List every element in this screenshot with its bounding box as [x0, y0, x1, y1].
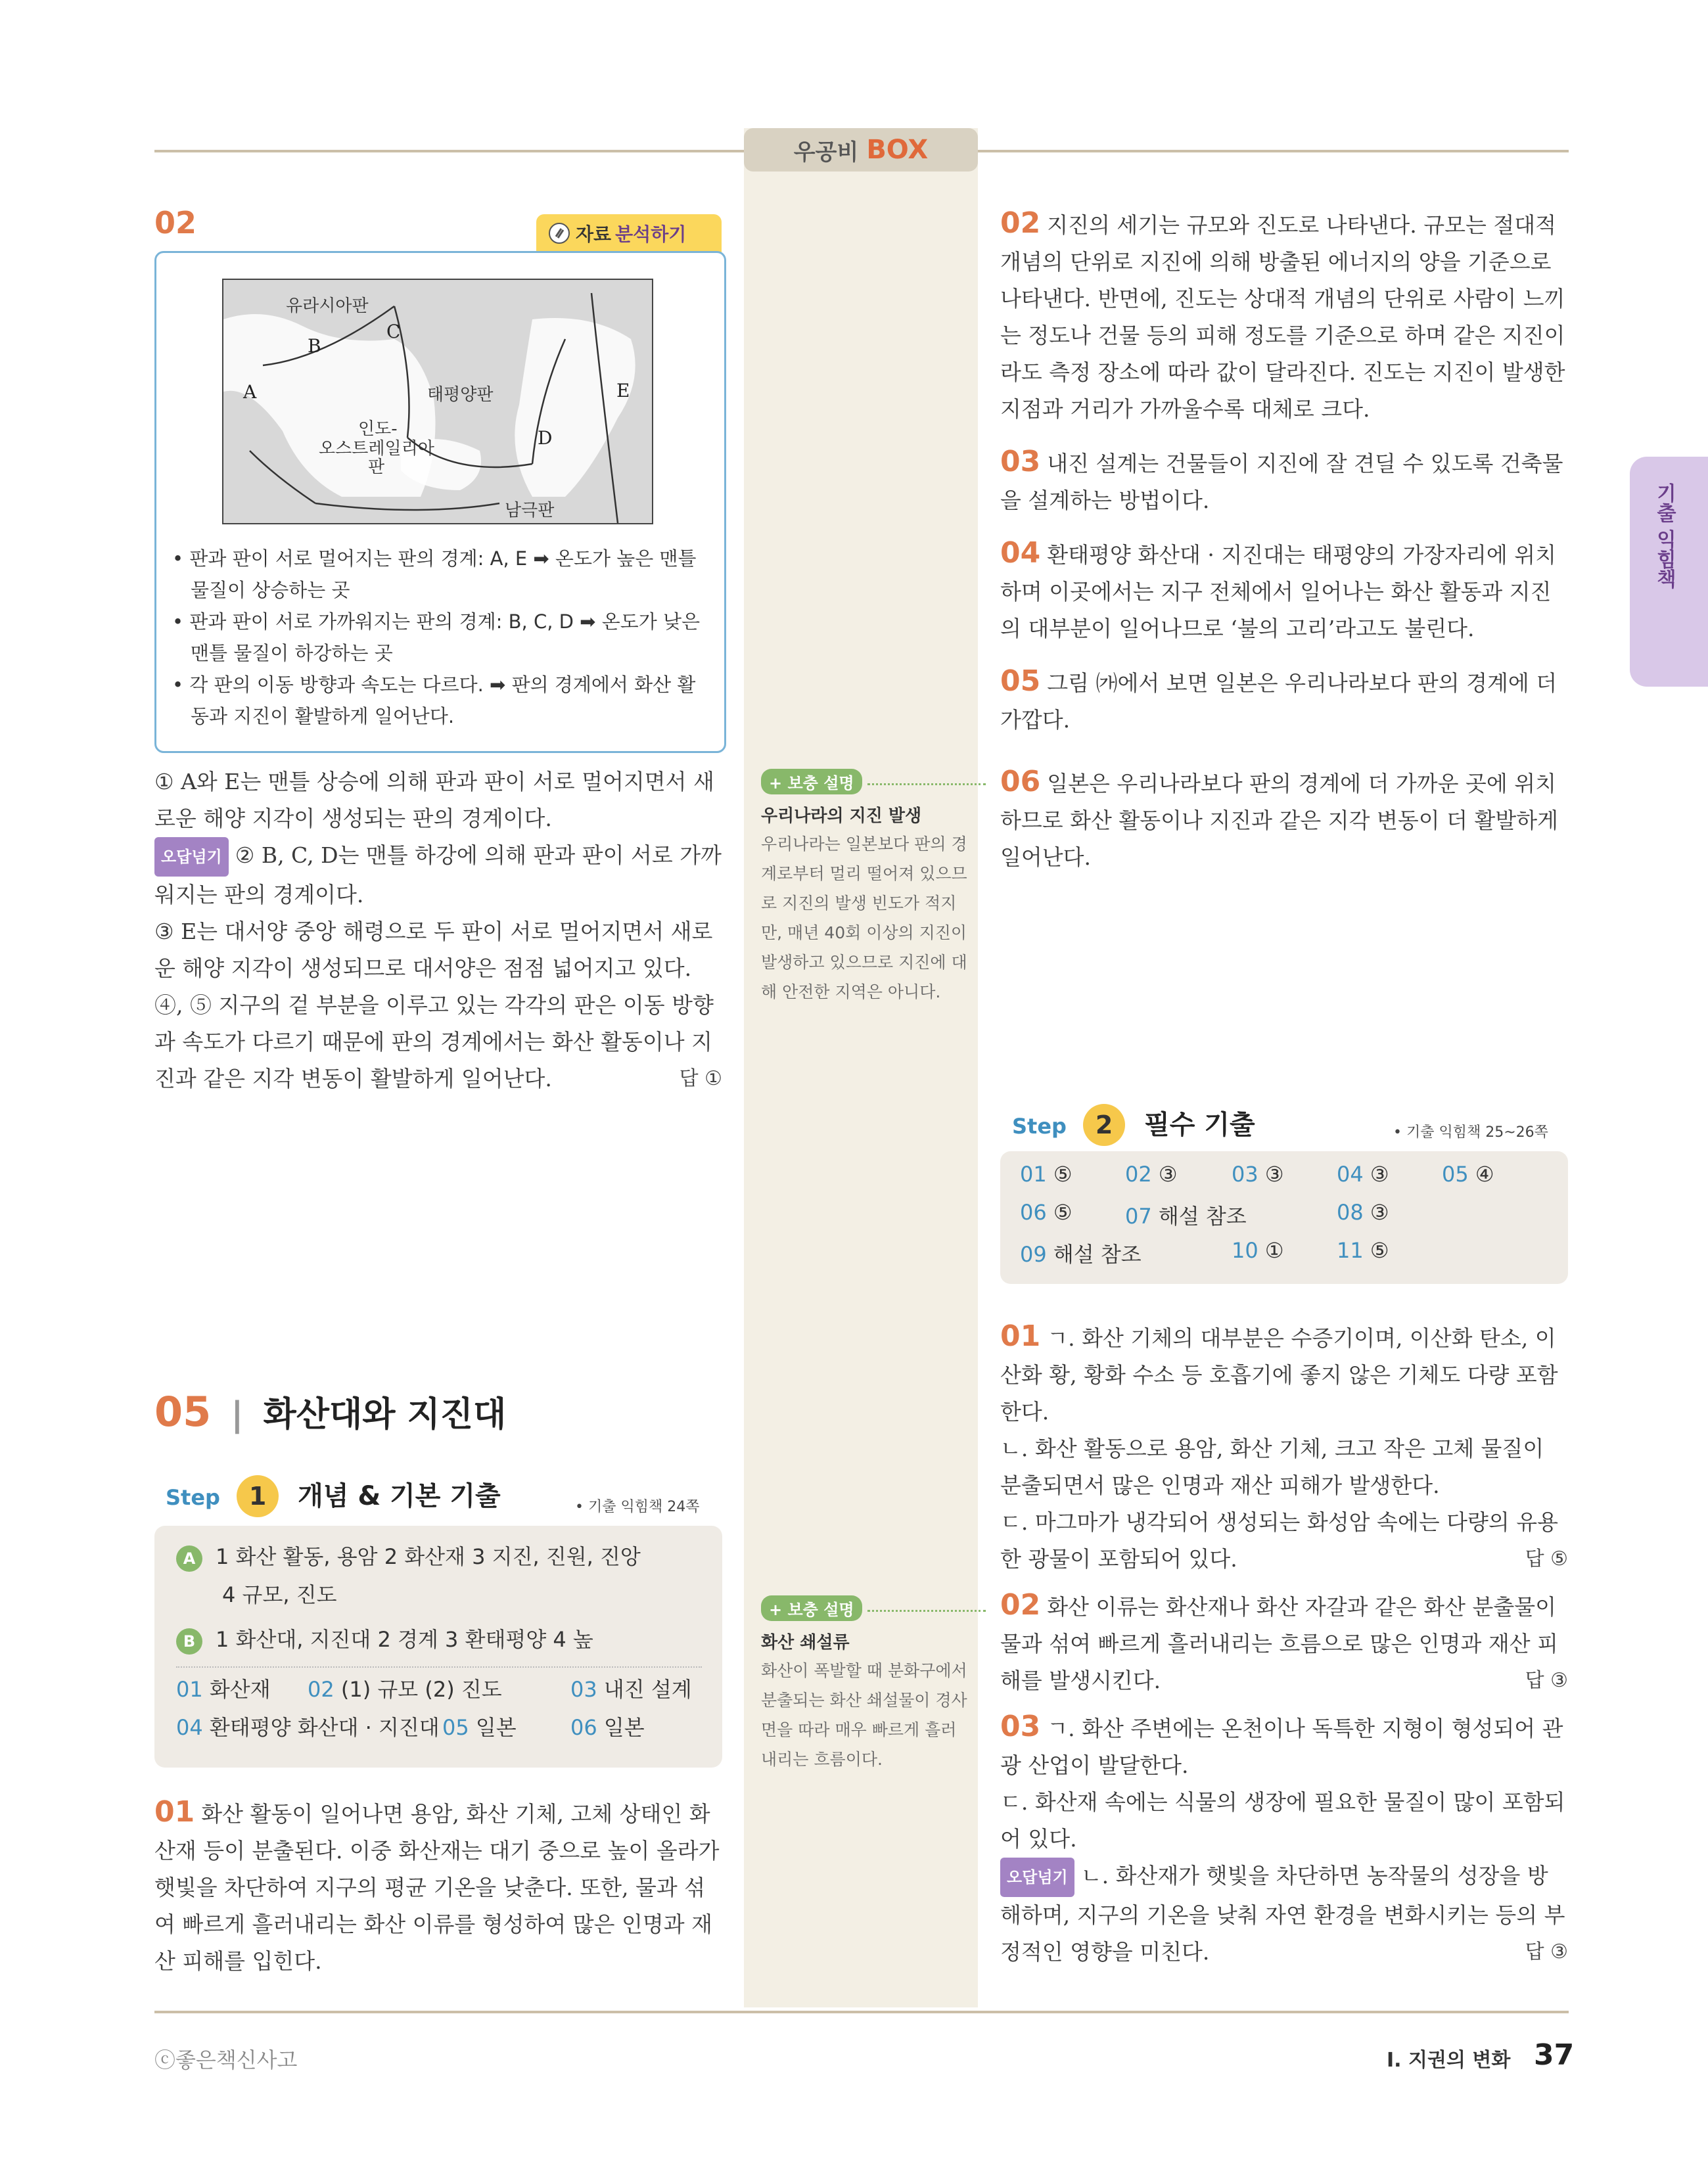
map-label-plate: 판: [368, 457, 385, 477]
answer-num: 03: [570, 1677, 597, 1702]
question-number: 03: [1000, 445, 1041, 478]
note-title: 화산 쇄설류: [761, 1633, 850, 1653]
bullet-item: • 각 판의 이동 방향과 속도는 다르다. ➡ 판의 경계에서 화산 활동과 지진이 활발하게 일어난다.: [172, 674, 696, 727]
answer-mark: 답 ①: [679, 1067, 722, 1090]
answer-num: 02: [308, 1677, 335, 1702]
box-word: BOX: [866, 135, 929, 165]
answer-num: 05: [1442, 1162, 1469, 1187]
step1-content: [176, 1538, 702, 1747]
section-name: 화산대와 지진대: [263, 1395, 507, 1434]
map-label-eurasia: 유라시아판: [286, 296, 369, 316]
explanation-line: ㄱ. 화산 기체의 대부분은 수증기이며, 이산화 탄소, 이산화 황, 황화 수소 등 호흡기에 좋지 않은 기체도 다량 포함한다.: [1000, 1325, 1558, 1425]
answer-text: ③: [1264, 1162, 1284, 1187]
side-tab-label: 기출 익힘책: [1653, 483, 1676, 589]
explanation-line: ㄴ. 화산재가 햇빛을 차단하면 농작물의 성장을 방해하며, 지구의 기온을 낮춰 자연 환경을 변화시키는 등의 부정적인 영향을 미친다.: [1000, 1863, 1565, 1965]
map-point-a: A: [243, 381, 257, 403]
bottom-rule: [154, 2011, 1569, 2013]
explanation-line: ② B, C, D는 맨틀 하강에 의해 판과 판이 서로 가까워지는 판의 경계이다.: [154, 842, 722, 907]
note-box-1: [761, 769, 971, 1007]
step1-a-line: 1 화산 활동, 용암 2 화산재 3 지진, 진원, 진앙: [216, 1544, 641, 1569]
step-title: 개념 & 기본 기출: [298, 1481, 501, 1511]
map-bullets: [172, 543, 704, 732]
map-label-indo: 인도-: [358, 419, 398, 439]
wrong-answer-tag: 오답넘기: [1000, 1858, 1074, 1897]
answer-mark: 답 ⑤: [1525, 1547, 1568, 1570]
paperclip-icon: [548, 222, 570, 244]
step-label: Step: [166, 1485, 220, 1510]
question-number: 02: [1000, 1588, 1041, 1622]
answer-text: ⑤: [1053, 1162, 1073, 1187]
answer-text: 해설 참조: [1053, 1242, 1142, 1267]
chapter-label: Ⅰ. 지권의 변화: [1387, 2049, 1511, 2072]
answer-text: ③: [1158, 1162, 1178, 1187]
jaryo-label: 자료: [576, 223, 612, 245]
answer-text: ⑤: [1053, 1200, 1073, 1225]
answer-mark: 답 ③: [1525, 1669, 1568, 1692]
page-number: 37: [1534, 2038, 1575, 2072]
note-body: 우리나라는 일본보다 판의 경계로부터 멀리 떨어져 있으므로 지진의 발생 빈도가 적지만, 매년 40회 이상의 지진이 발생하고 있으므로 지진에 대해 안전한 지역은 아니다.: [761, 835, 967, 1001]
answer-num: 08: [1337, 1200, 1364, 1225]
map-point-e: E: [616, 380, 630, 401]
explanation-line: ㄴ. 화산 활동으로 용암, 화산 기체, 크고 작은 고체 물질이 분출되면서 많은 인명과 재산 피해가 발생한다.: [1000, 1436, 1544, 1498]
explanation-line: 내진 설계는 건물들이 지진에 잘 견딜 수 있도록 건축물을 설계하는 방법이다.: [1000, 451, 1563, 513]
step-number: 1: [237, 1475, 279, 1517]
map-label-pacific: 태평양판: [427, 385, 494, 405]
step-label: Step: [1012, 1114, 1067, 1139]
note-connector: [867, 783, 986, 785]
map-label-antarctic: 남극판: [505, 501, 555, 520]
answer-num: 01: [1020, 1162, 1047, 1187]
note-badge: + 보충 설명: [761, 769, 862, 794]
answer-num: 07: [1125, 1204, 1152, 1229]
explanation-line: ① A와 E는 맨틀 상승에 의해 판과 판이 서로 멀어지면서 새로운 해양 지각이 생성되는 판의 경계이다.: [154, 769, 714, 831]
explanation-line: ④, ⑤ 지구의 겉 부분을 이루고 있는 각각의 판은 이동 방향과 속도가 다르기 때문에 판의 경계에서는 화산 활동이나 지진과 같은 지각 변동이 활발하게 일어난다.: [154, 992, 714, 1091]
answer-num: 09: [1020, 1242, 1047, 1267]
step1-b-line: 1 화산대, 지진대 2 경계 3 환태평양 4 높: [216, 1627, 593, 1652]
section-title: 05 | 화산대와 지진대: [154, 1388, 507, 1436]
question-number: 03: [1000, 1710, 1041, 1743]
explanation-line: ③ E는 대서양 중앙 해령으로 두 판이 서로 멀어지면서 새로운 해양 지각이 생성되므로 대서양은 점점 넓어지고 있다.: [154, 919, 713, 981]
answer-num: 01: [176, 1677, 203, 1702]
answer-num: 10: [1232, 1238, 1258, 1263]
question-number: 01: [154, 1795, 195, 1829]
note-connector: [867, 1610, 986, 1612]
question-number: 04: [1000, 536, 1041, 570]
step-number: 2: [1083, 1104, 1125, 1146]
answer-text: 일본: [475, 1715, 517, 1740]
section-number: 05: [154, 1388, 212, 1436]
answer-num: 02: [1125, 1162, 1152, 1187]
explanation-line: 화산 활동이 일어나면 용암, 화산 기체, 고체 상태인 화산재 등이 분출된다. 이중 화산재는 대기 중으로 높이 올라가 햇빛을 차단하여 지구의 평균 기온을 낮춘다. 또한, 물과 섞여 빠르게 흘러내리는 화산 이류를 형성하여 많은 인명과 재산 피해를 입힌다.: [154, 1801, 720, 1974]
explanation-line: 지진의 세기는 규모와 진도로 나타낸다. 규모는 절대적 개념의 단위로 지진에 의해 방출된 에너지의 양을 기준으로 나타낸다. 반면에, 진도는 상대적 개념의 단위로 사람이 느끼는 정도나 건물 등의 피해 정도를 기준으로 하며 같은 지진이라도 측정 장소에 따라 값이 달라진다. 진도는 지진이 발생한 지점과 거리가 가까울수록 대체로 크다.: [1000, 212, 1565, 422]
explanation-01: [154, 1794, 722, 1980]
right-explanation-06: [1000, 764, 1568, 876]
answer-num: 05: [442, 1715, 469, 1740]
step1-header: [166, 1475, 501, 1517]
answer-text: ⑤: [1370, 1238, 1389, 1263]
map-point-d: D: [538, 427, 553, 449]
answer-text: ③: [1370, 1200, 1389, 1225]
answer-text: ①: [1264, 1238, 1284, 1263]
explanation-line: ㄷ. 화산재 속에는 식물의 생장에 필요한 물질이 많이 포함되어 있다.: [1000, 1789, 1565, 1852]
wrong-answer-tag: 오답넘기: [154, 837, 229, 877]
explanation-line: ㄱ. 화산 주변에는 온천이나 독특한 지형이 형성되어 관광 산업이 발달한다.: [1000, 1716, 1563, 1778]
bullet-item: • 판과 판이 서로 멀어지는 판의 경계: A, E ➡ 온도가 높은 맨틀 물질이 상승하는 곳: [172, 547, 697, 601]
explanation-02: [154, 764, 722, 1097]
step-reference: • 기출 익힘책 24쪽: [575, 1499, 700, 1515]
copyright: ⓒ좋은책신사고: [154, 2047, 298, 2072]
answer-text: 환태평양 화산대 · 지진대: [209, 1715, 440, 1740]
answer-text: 일본: [603, 1715, 645, 1740]
note-badge: + 보충 설명: [761, 1595, 862, 1621]
answer-num: 06: [1020, 1200, 1047, 1225]
answer-text: 해설 참조: [1158, 1204, 1247, 1229]
map-label-australia: 오스트레일리아: [319, 439, 434, 459]
question-number: 02: [154, 205, 197, 240]
explanation-line: 환태평양 화산대 · 지진대는 태평양의 가장자리에 위치하며 이곳에서는 지구 전체에서 일어나는 화산 활동과 지진의 대부분이 일어나므로 ‘불의 고리’라고도 불린다.: [1000, 542, 1556, 641]
step1-a-line2: 4 규모, 진도: [222, 1582, 337, 1607]
step2-content: [1020, 1162, 1552, 1276]
jaryo-tag: [536, 214, 722, 252]
answer-mark: 답 ③: [1525, 1940, 1568, 1963]
answer-num: 04: [1337, 1162, 1364, 1187]
answer-text: 화산재: [209, 1677, 271, 1702]
answer-num: 03: [1232, 1162, 1258, 1187]
question-number: 05: [1000, 664, 1041, 698]
map-point-b: B: [308, 335, 321, 357]
question-number: 06: [1000, 765, 1041, 798]
step2-header: [1012, 1104, 1255, 1146]
step-title: 필수 기출: [1144, 1110, 1255, 1140]
question-number: 02: [1000, 206, 1041, 240]
note-body: 화산이 폭발할 때 분화구에서 분출되는 화산 쇄설물이 경사면을 따라 매우 빠르게 흘러내리는 흐름이다.: [761, 1661, 967, 1769]
map-point-c: C: [386, 321, 401, 342]
jaryo-label-accent: 분석하기: [615, 223, 687, 245]
answer-num: 06: [570, 1715, 597, 1740]
answer-text: (1) 규모 (2) 진도: [340, 1677, 502, 1702]
note-title: 우리나라의 지진 발생: [761, 806, 922, 826]
note-box-2: [761, 1595, 971, 1774]
answer-text: ③: [1370, 1162, 1389, 1187]
side-tab[interactable]: [1630, 457, 1708, 687]
explanation-line: ㄷ. 마그마가 냉각되어 생성되는 화성암 속에는 다량의 유용한 광물이 포함되어 있다.: [1000, 1509, 1558, 1572]
answer-num: 04: [176, 1715, 203, 1740]
box-tab: [744, 128, 978, 172]
bullet-item: • 판과 판이 서로 가까워지는 판의 경계: B, C, D ➡ 온도가 낮은 맨틀 물질이 하강하는 곳: [172, 610, 700, 664]
right-step2-explanations: [1000, 1318, 1568, 1971]
explanation-line: 일본은 우리나라보다 판의 경계에 더 가까운 곳에 위치하므로 화산 활동이나 지진과 같은 지각 변동이 더 활발하게 일어난다.: [1000, 771, 1558, 870]
explanation-line: 화산 이류는 화산재나 화산 자갈과 같은 화산 분출물이 물과 섞여 빠르게 흘러내리는 흐름으로 많은 인명과 재산 피해를 발생시킨다.: [1000, 1594, 1558, 1693]
step-reference: • 기출 익힘책 25~26쪽: [1393, 1124, 1548, 1141]
right-explanations: [1000, 205, 1568, 739]
explanation-line: 그림 ㈎에서 보면 일본은 우리나라보다 판의 경계에 더 가깝다.: [1000, 670, 1558, 733]
badge-a: A: [176, 1545, 202, 1572]
answer-text: 내진 설계: [603, 1677, 692, 1702]
answer-text: ④: [1475, 1162, 1494, 1187]
answer-num: 11: [1337, 1238, 1364, 1263]
box-prefix: 우공비: [793, 139, 859, 166]
badge-b: B: [176, 1628, 202, 1655]
question-number: 01: [1000, 1319, 1041, 1353]
